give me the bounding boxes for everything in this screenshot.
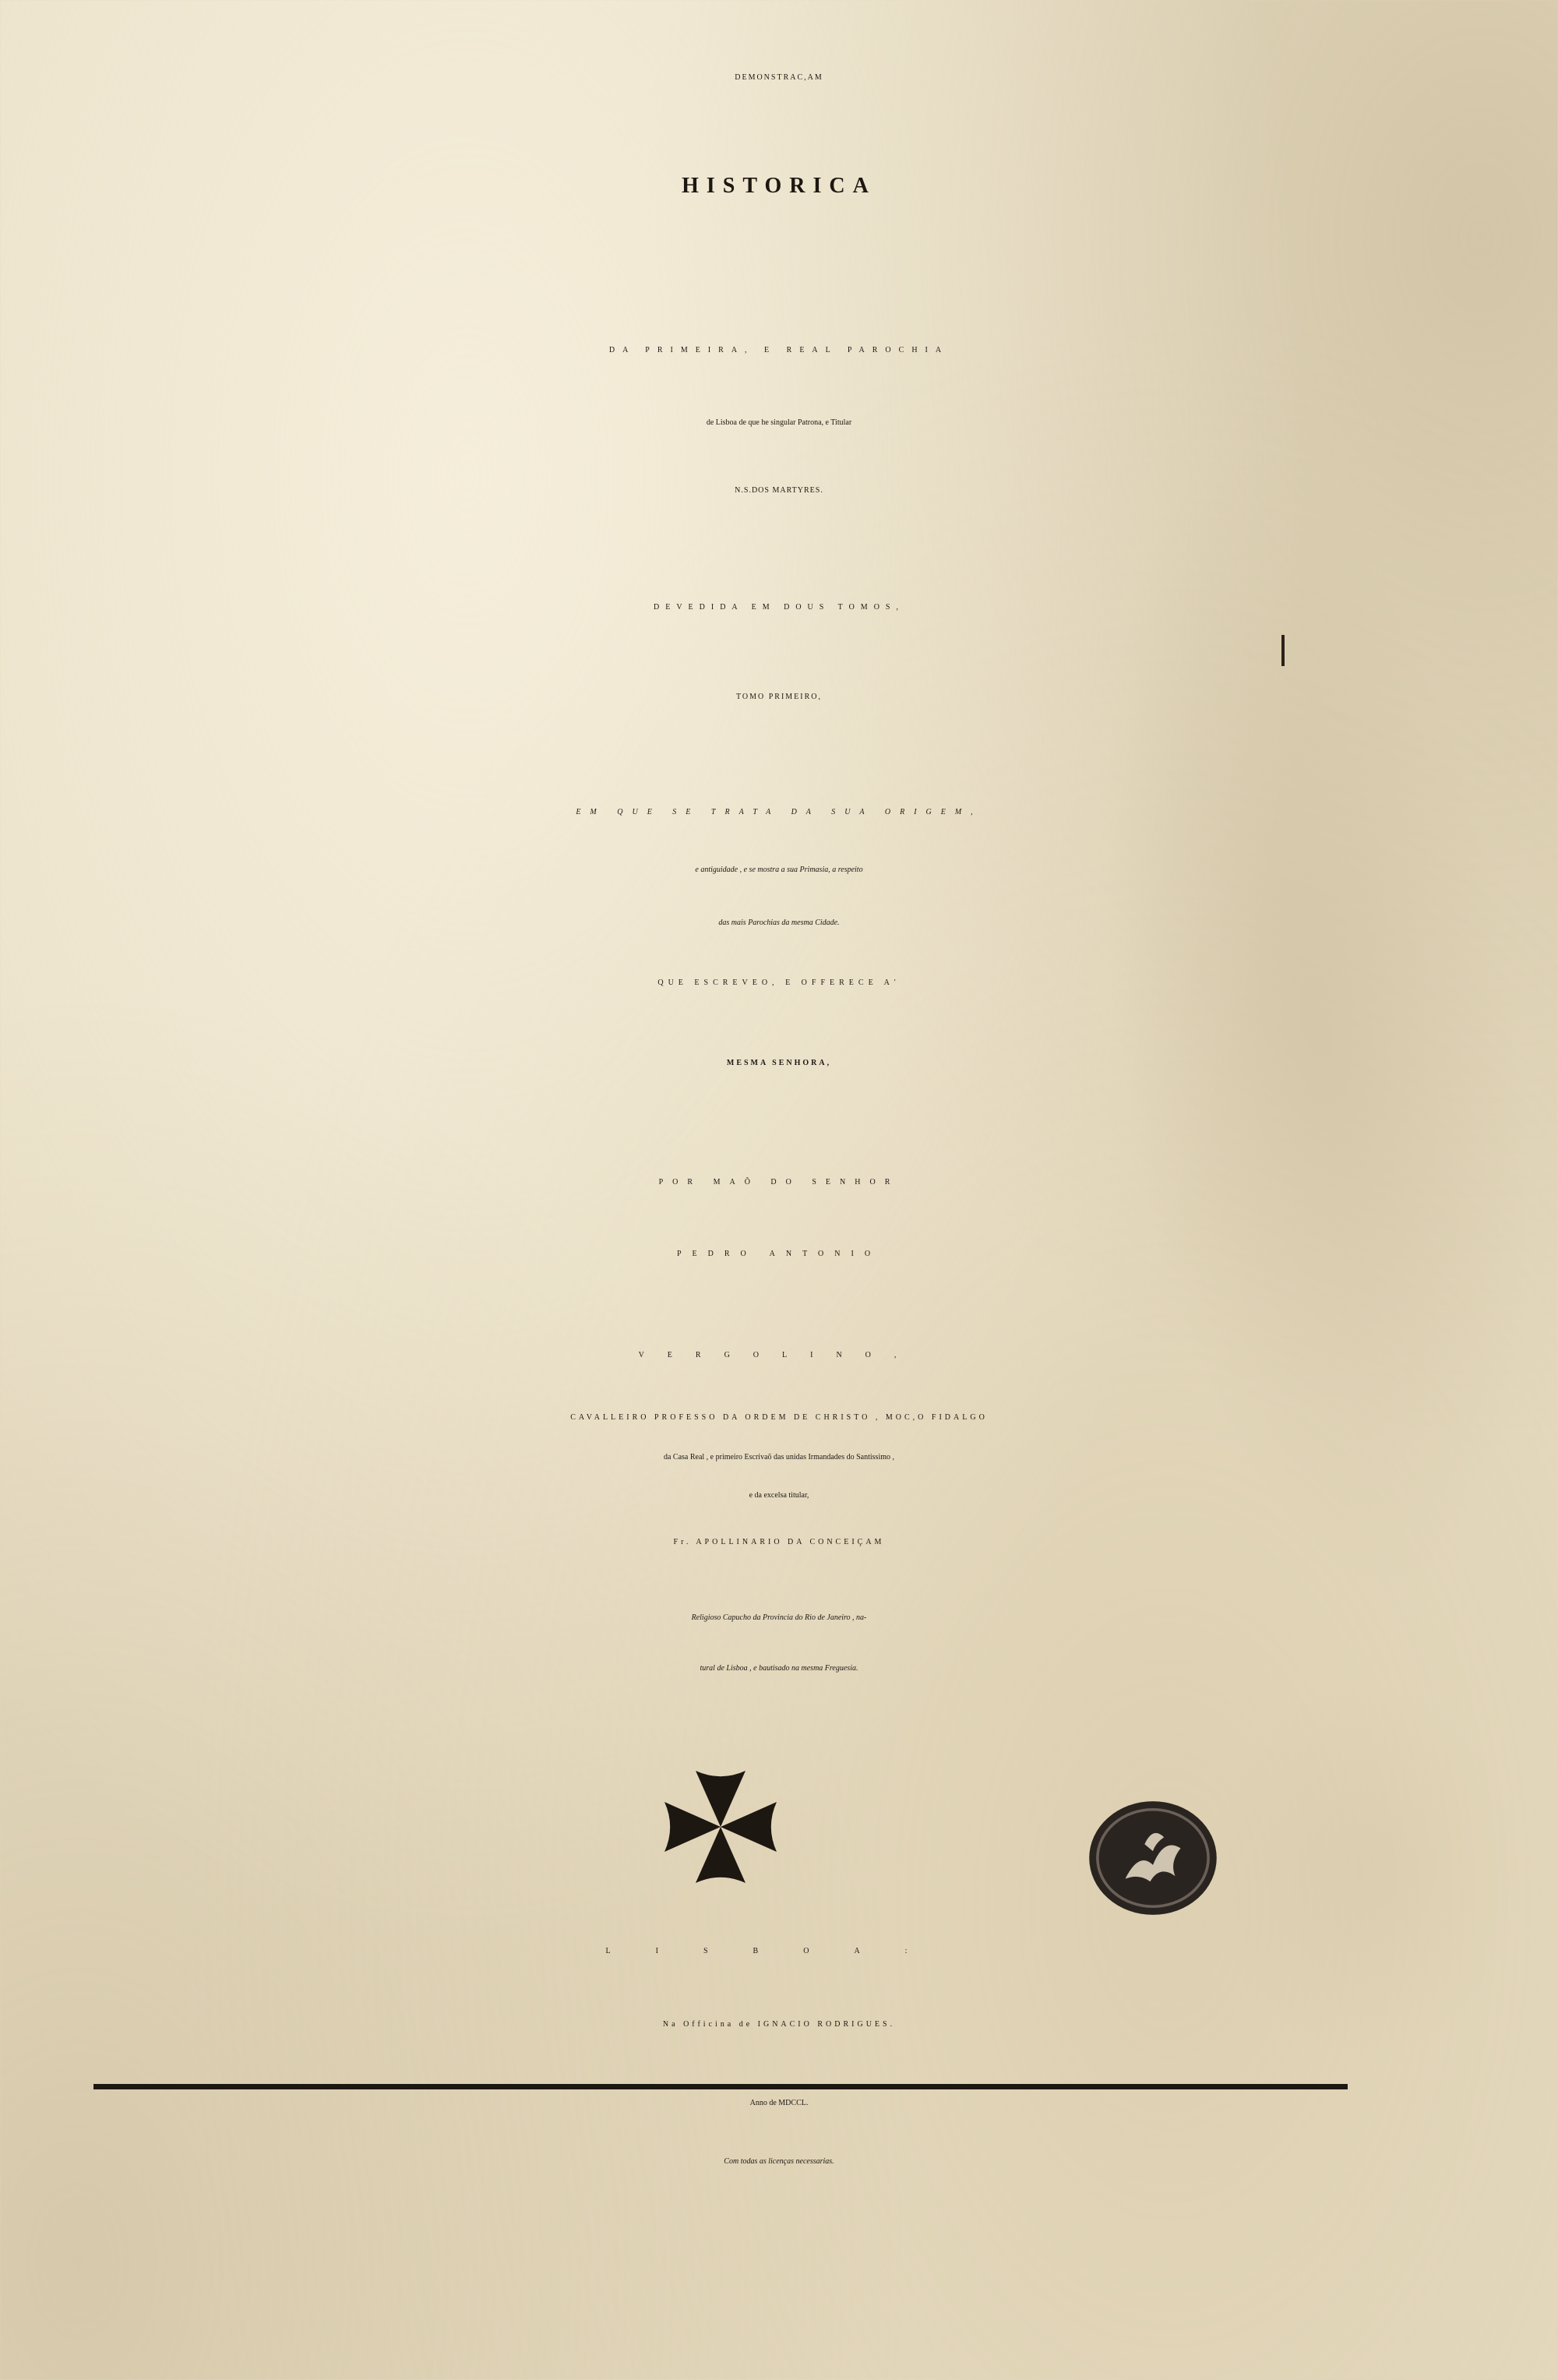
title-line-2: HISTORICA <box>682 174 876 198</box>
paper-stain <box>1200 1675 1527 2064</box>
dedication-line-13: POR MAÕ DO SENHOR <box>658 1178 900 1186</box>
patron-name-line-15: VERGOLINO, <box>638 1351 920 1359</box>
imprint-licenses: Com todas as licenças necessarias. <box>724 2157 834 2166</box>
author-description-line-21: tural de Lisboa , e bautisado na mesma Freguesia. <box>700 1664 858 1673</box>
dedication-line-12: MESMA SENHORA, <box>726 1059 832 1067</box>
subtitle-line-6: DEVEDIDA EM DOUS TOMOS, <box>654 603 904 612</box>
author-description-line-20: Religioso Capucho da Provincia do Rio de Janeiro , na- <box>691 1613 867 1622</box>
patron-titles-line-17: da Casa Real , e primeiro Escrivaõ das unidas Irmandades do Santissimo , <box>663 1453 895 1461</box>
imprint-city: LISBOA: <box>605 1947 953 1955</box>
patron-name-line-14: PEDRO ANTONIO <box>676 1250 882 1258</box>
paper-stain <box>1035 414 1558 1627</box>
patron-titles-line-18: e da excelsa titular, <box>749 1491 809 1500</box>
cross-pattee-icon <box>658 1765 783 1889</box>
imprint-printer: Na Officina de IGNACIO RODRIGUES. <box>662 2020 896 2029</box>
library-stamp-icon <box>1083 1796 1223 1920</box>
title-line-1: DEMONSTRAC,AM <box>735 73 823 82</box>
imprint-year: Anno de MDCCL. <box>749 2099 809 2107</box>
author-line: Fr. APOLLINARIO DA CONCEIÇAM <box>673 1538 885 1546</box>
printer-mark <box>1281 635 1285 666</box>
title-line-5: N.S.DOS MARTYRES. <box>735 486 823 495</box>
description-line-9: e antiguidade , e se mostra a sua Primasia, a respeito <box>695 866 863 874</box>
dedication-line-11: QUE ESCREVEO, E OFFERECE A' <box>657 978 901 987</box>
volume-line: TOMO PRIMEIRO, <box>735 693 823 701</box>
subtitle-line-4: de Lisboa de que he singular Patrona, e Titular <box>706 418 852 427</box>
patron-titles-line-16: CAVALLEIRO PROFESSO DA ORDEM DE CHRISTO , MOC,O FIDALGO <box>570 1413 988 1422</box>
subtitle-line-3: DA PRIMEIRA, E REAL PAROCHIA <box>608 346 950 354</box>
description-line-8: EM QUE SE TRATA DA SUA ORIGEM, <box>576 808 982 816</box>
imprint-rule <box>93 2084 1348 2089</box>
description-line-10: das mais Parochias da mesma Cidade. <box>718 919 840 927</box>
